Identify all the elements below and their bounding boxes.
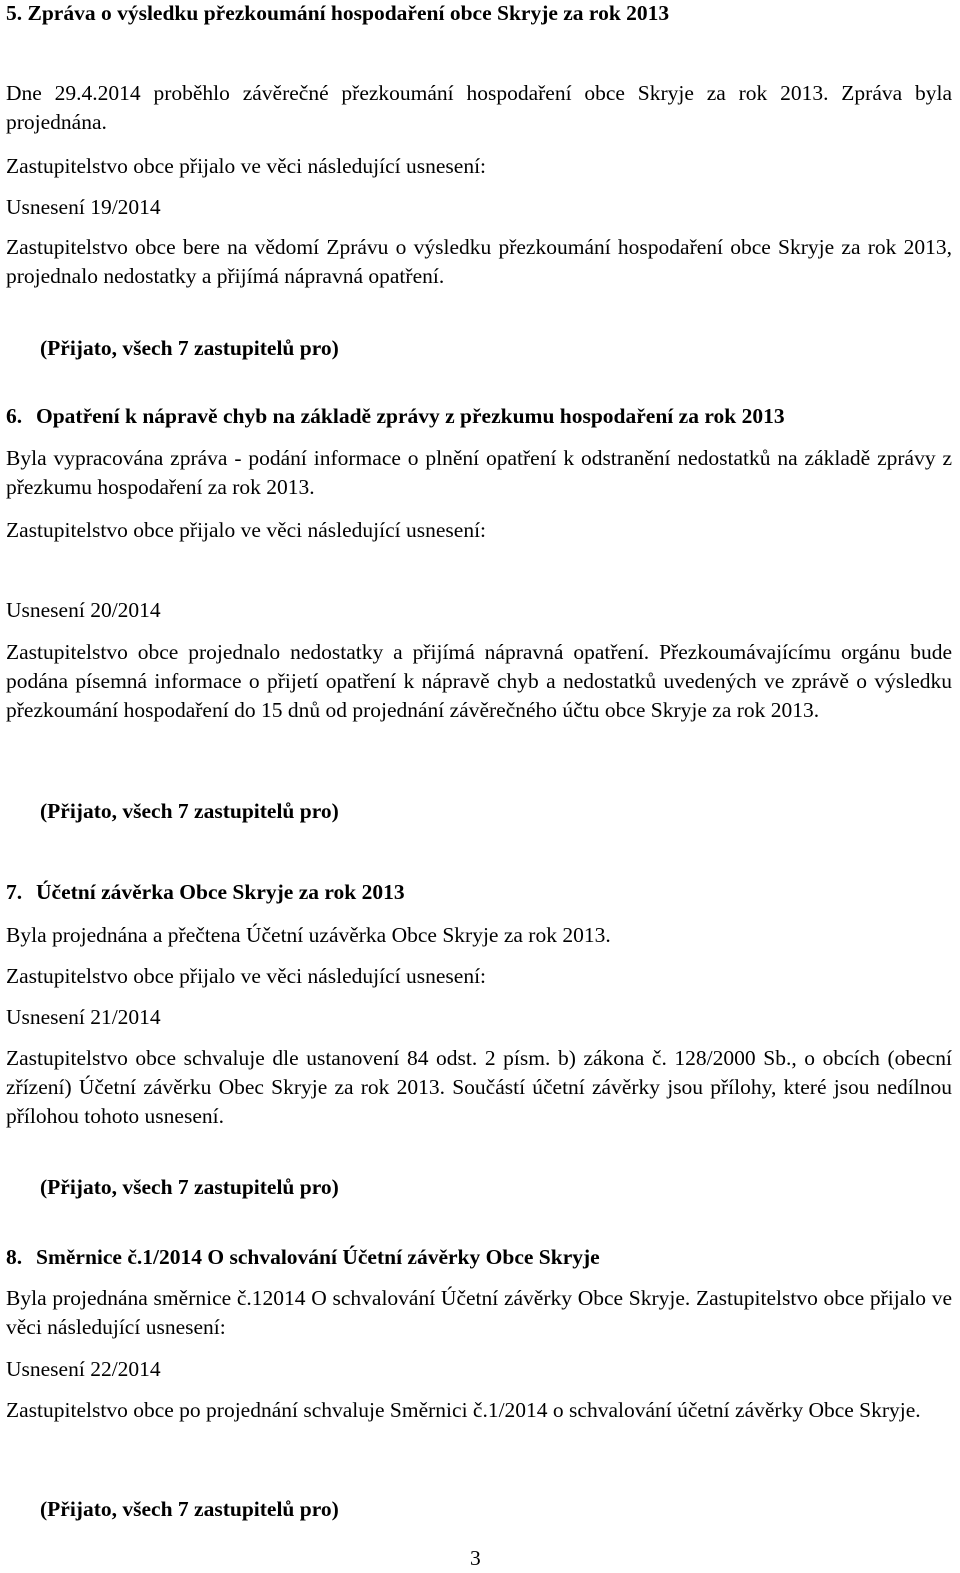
section-7-heading (6, 879, 405, 905)
section-6-heading (6, 403, 785, 429)
resolution-22-text: Zastupitelstvo obce po projednání schvaluje Směrnici č.1/2014 o schvalování účetní závěrky Obce Skryje. (6, 1398, 921, 1422)
section-6-number: 6. (6, 404, 23, 428)
section-6-vote: (Přijato, všech 7 zastupitelů pro) (40, 799, 339, 823)
section-6-intro: Zastupitelstvo obce přijalo ve věci následující usnesení: (6, 518, 487, 542)
section-5-heading: 5. Zpráva o výsledku přezkoumání hospodaření obce Skryje za rok 2013 (6, 1, 670, 25)
section-5-intro: Zastupitelstvo obce přijalo ve věci následující usnesení: (6, 154, 487, 178)
resolution-20-title: Usnesení 20/2014 (6, 598, 161, 622)
section-8-paragraph: Byla projednána směrnice č.12014 O schvalování Účetní závěrky Obce Skryje. Zastupitelstvo obce přijalo ve věci následující usnesení: (6, 1286, 952, 1339)
section-7-number: 7. (6, 880, 23, 904)
resolution-22-title: Usnesení 22/2014 (6, 1357, 161, 1381)
resolution-21-title: Usnesení 21/2014 (6, 1005, 161, 1029)
resolution-19-text: Zastupitelstvo obce bere na vědomí Zprávu o výsledku přezkoumání hospodaření obce Skryje za rok 2013, projednalo nedostatky a přijímá nápravná opatření. (6, 235, 952, 288)
resolution-21-text: Zastupitelstvo obce schvaluje dle ustanovení 84 odst. 2 písm. b) zákona č. 128/2000 Sb., o obcích (obecní zřízení) Účetní závěrku Obec Skryje za rok 2013. Součástí účetní závěrky jsou přílohy, které jsou nedílnou přílohou tohoto usnesení. (6, 1046, 952, 1128)
section-8-number: 8. (6, 1245, 23, 1269)
page-number: 3 (470, 1546, 481, 1570)
section-6-title: Opatření k nápravě chyb na základě zprávy z přezkumu hospodaření za rok 2013 (36, 404, 785, 428)
section-7-paragraph: Byla projednána a přečtena Účetní uzávěrka Obce Skryje za rok 2013. (6, 923, 611, 947)
section-8-heading (6, 1244, 600, 1270)
section-8-vote: (Přijato, všech 7 zastupitelů pro) (40, 1497, 339, 1521)
section-5-vote: (Přijato, všech 7 zastupitelů pro) (40, 336, 339, 360)
section-7-title: Účetní závěrka Obce Skryje za rok 2013 (36, 880, 405, 904)
section-7-intro: Zastupitelstvo obce přijalo ve věci následující usnesení: (6, 964, 487, 988)
section-7-vote: (Přijato, všech 7 zastupitelů pro) (40, 1175, 339, 1199)
resolution-20-text: Zastupitelstvo obce projednalo nedostatky a přijímá nápravná opatření. Přezkoumávajícímu orgánu bude podána písemná informace o přijetí opatření k nápravě chyb a nedostatků uvedených ve zprávě o výsledku přezkoumání hospodaření do 15 dnů od projednání závěrečného účtu obce Skryje za rok 2013. (6, 640, 952, 722)
section-6-paragraph: Byla vypracována zpráva - podání informace o plnění opatření k odstranění nedostatků na základě zprávy z přezkumu hospodaření za rok 2013. (6, 446, 952, 499)
section-5-paragraph: Dne 29.4.2014 proběhlo závěrečné přezkoumání hospodaření obce Skryje za rok 2013. Zpráva byla projednána. (6, 81, 952, 134)
section-8-title: Směrnice č.1/2014 O schvalování Účetní závěrky Obce Skryje (36, 1245, 600, 1269)
resolution-19-title: Usnesení 19/2014 (6, 195, 161, 219)
